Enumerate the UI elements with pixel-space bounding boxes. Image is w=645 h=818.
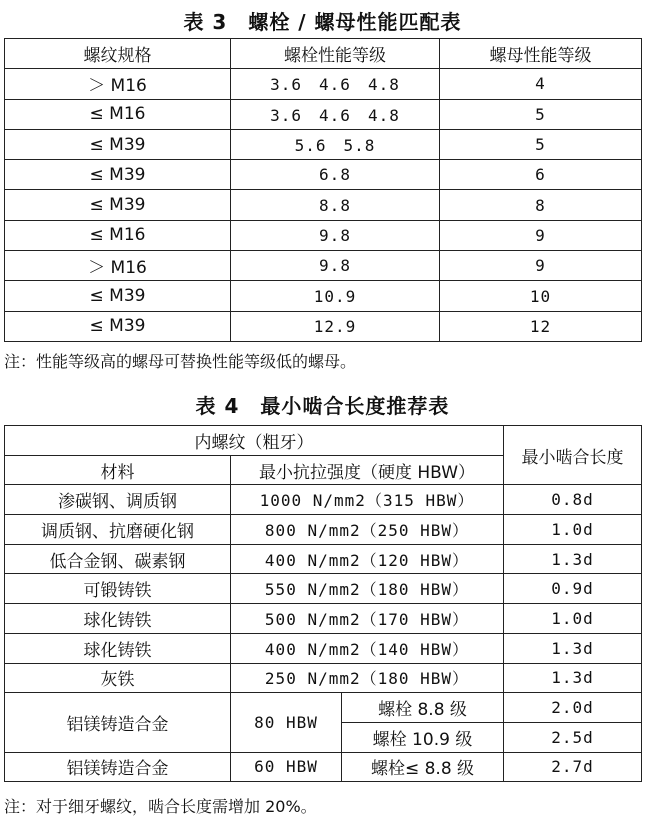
nut-grade-cell: 6 [440, 160, 642, 190]
table-row [5, 311, 642, 341]
nut-grade-cell: 5 [440, 129, 642, 159]
material-cell: 球化铸铁 [5, 633, 231, 663]
engagement-length-table [4, 425, 642, 782]
table-row [5, 752, 642, 782]
strength-cell: 80 HBW [231, 693, 342, 752]
bolt-grade-cell: 螺栓≤ 8.8 级 [342, 752, 504, 782]
table3-note: 注：性能等级高的螺母可替换性能等级低的螺母。 [4, 352, 357, 371]
material-cell: 调质钢、抗磨硬化钢 [5, 515, 231, 545]
material-cell: 铝镁铸造合金 [5, 752, 231, 782]
table-row [5, 251, 642, 281]
strength-cell: 250 N/mm2（180 HBW） [231, 663, 504, 693]
bolt-grade-cell: 螺栓 10.9 级 [342, 722, 504, 752]
strength-cell: 60 HBW [231, 752, 342, 782]
table-row [5, 693, 642, 723]
table-header-row [5, 426, 642, 456]
column-header-material: 材料 [5, 455, 231, 485]
column-header: 螺栓性能等级 [231, 39, 440, 69]
table-row [5, 160, 642, 190]
thread-spec-cell: ＞ M16 [5, 251, 231, 281]
thread-spec-cell: ＞ M16 [5, 69, 231, 99]
bolt-nut-matching-table [4, 38, 642, 342]
column-header-strength: 最小抗拉强度（硬度 HBW） [231, 455, 504, 485]
nut-grade-cell: 4 [440, 69, 642, 99]
table3-title: 表 3 螺栓 / 螺母性能匹配表 [183, 10, 462, 34]
bolt-grade-cell: 9.8 [231, 251, 440, 281]
table-row [5, 604, 642, 634]
bolt-grade-cell: 9.8 [231, 220, 440, 250]
strength-cell: 400 N/mm2（140 HBW） [231, 633, 504, 663]
material-cell: 铝镁铸造合金 [5, 693, 231, 752]
strength-cell: 1000 N/mm2（315 HBW） [231, 485, 504, 515]
min-length-cell: 1.0d [504, 604, 642, 634]
table-row [5, 515, 642, 545]
table-row [5, 129, 642, 159]
table4-note: 注：对于细牙螺纹，啮合长度需增加 20%。 [4, 797, 317, 816]
thread-spec-cell: ≤ M39 [5, 281, 231, 311]
nut-grade-cell: 5 [440, 99, 642, 129]
table-row [5, 220, 642, 250]
min-length-cell: 0.8d [504, 485, 642, 515]
table-row [5, 69, 642, 99]
table-row [5, 633, 642, 663]
min-length-cell: 0.9d [504, 574, 642, 604]
material-cell: 球化铸铁 [5, 604, 231, 634]
bolt-grade-cell: 3.6 4.6 4.8 [231, 69, 440, 99]
bolt-grade-cell: 3.6 4.6 4.8 [231, 99, 440, 129]
strength-cell: 550 N/mm2（180 HBW） [231, 574, 504, 604]
min-length-cell: 2.7d [504, 752, 642, 782]
group-header: 内螺纹（粗牙） [5, 426, 504, 456]
strength-cell: 800 N/mm2（250 HBW） [231, 515, 504, 545]
column-header-min-length: 最小啮合长度 [504, 426, 642, 485]
bolt-grade-cell: 8.8 [231, 190, 440, 220]
column-header: 螺纹规格 [5, 39, 231, 69]
strength-cell: 500 N/mm2（170 HBW） [231, 604, 504, 634]
material-cell: 可锻铸铁 [5, 574, 231, 604]
min-length-cell: 1.3d [504, 544, 642, 574]
table-row [5, 574, 642, 604]
table-header-row [5, 39, 642, 69]
table-row [5, 281, 642, 311]
table-row [5, 190, 642, 220]
strength-cell: 400 N/mm2（120 HBW） [231, 544, 504, 574]
table-row [5, 663, 642, 693]
nut-grade-cell: 10 [440, 281, 642, 311]
column-header: 螺母性能等级 [440, 39, 642, 69]
table-row [5, 99, 642, 129]
table-row [5, 485, 642, 515]
min-length-cell: 1.3d [504, 633, 642, 663]
thread-spec-cell: ≤ M39 [5, 311, 231, 341]
bolt-grade-cell: 5.6 5.8 [231, 129, 440, 159]
bolt-grade-cell: 12.9 [231, 311, 440, 341]
thread-spec-cell: ≤ M39 [5, 160, 231, 190]
bolt-grade-cell: 螺栓 8.8 级 [342, 693, 504, 723]
min-length-cell: 1.0d [504, 515, 642, 545]
bolt-grade-cell: 6.8 [231, 160, 440, 190]
bolt-grade-cell: 10.9 [231, 281, 440, 311]
nut-grade-cell: 8 [440, 190, 642, 220]
min-length-cell: 2.0d [504, 693, 642, 723]
min-length-cell: 2.5d [504, 722, 642, 752]
thread-spec-cell: ≤ M39 [5, 190, 231, 220]
nut-grade-cell: 9 [440, 220, 642, 250]
nut-grade-cell: 9 [440, 251, 642, 281]
table4-title: 表 4 最小啮合长度推荐表 [195, 394, 450, 418]
material-cell: 灰铁 [5, 663, 231, 693]
nut-grade-cell: 12 [440, 311, 642, 341]
thread-spec-cell: ≤ M39 [5, 129, 231, 159]
table-row [5, 544, 642, 574]
material-cell: 渗碳钢、调质钢 [5, 485, 231, 515]
material-cell: 低合金钢、碳素钢 [5, 544, 231, 574]
min-length-cell: 1.3d [504, 663, 642, 693]
thread-spec-cell: ≤ M16 [5, 220, 231, 250]
thread-spec-cell: ≤ M16 [5, 99, 231, 129]
